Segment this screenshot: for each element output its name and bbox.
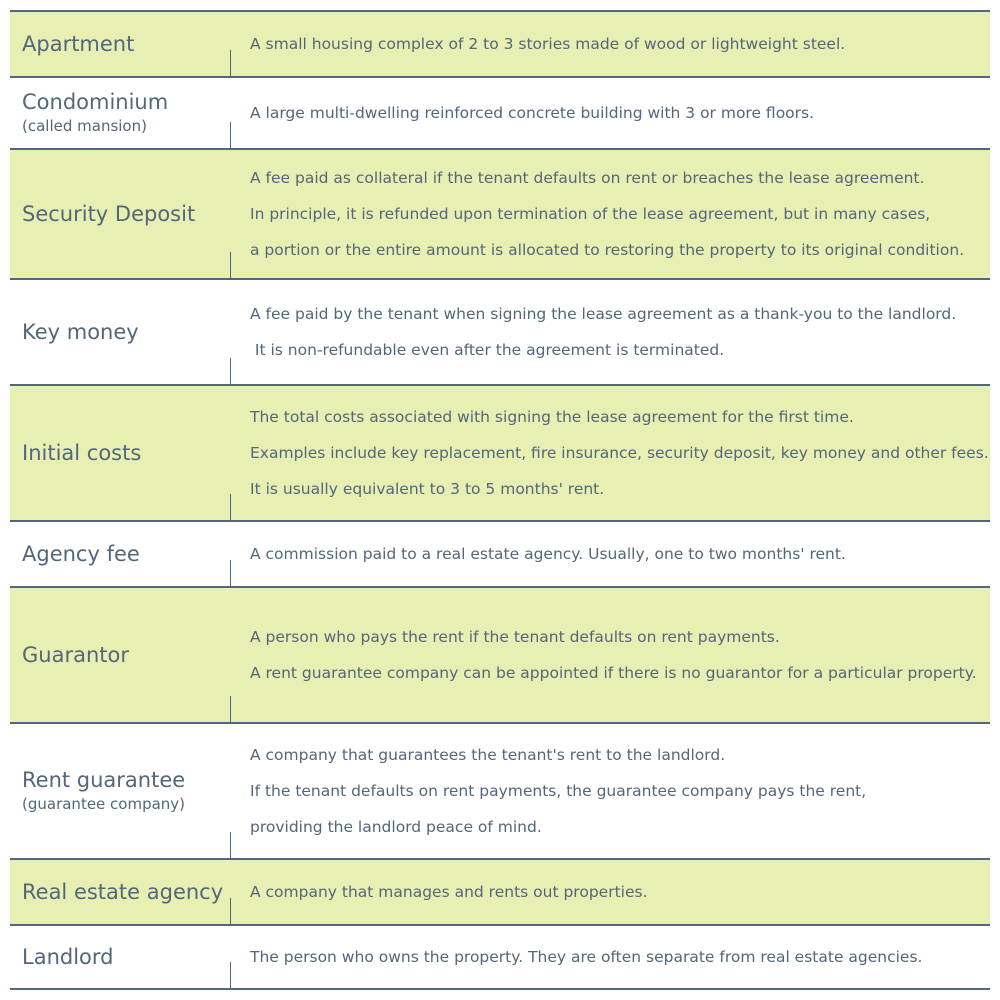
glossary-row	[10, 722, 990, 858]
column-divider	[230, 560, 231, 586]
definition-cell	[230, 939, 990, 975]
term-cell	[10, 944, 230, 970]
definition-cell	[230, 26, 990, 62]
column-divider	[230, 696, 231, 722]
definition-line: providing the landlord peace of mind.	[250, 818, 542, 836]
glossary-row	[10, 586, 990, 722]
column-divider	[230, 50, 231, 76]
definition-line: In principle, it is refunded upon termination of the lease agreement, but in many cases,	[250, 205, 931, 223]
glossary-row	[10, 858, 990, 924]
definition-line: A company that manages and rents out properties.	[250, 883, 648, 901]
term-label: Real estate agency	[22, 879, 224, 904]
term-cell	[10, 767, 230, 815]
term-cell	[10, 319, 230, 345]
term-cell	[10, 642, 230, 668]
definition-cell	[230, 399, 990, 507]
term-label: Landlord	[22, 944, 114, 969]
definition-cell	[230, 95, 990, 131]
term-label: Initial costs	[22, 440, 142, 465]
glossary-table	[10, 10, 990, 990]
column-divider	[230, 898, 231, 924]
column-divider	[230, 252, 231, 278]
definition-line: The total costs associated with signing the lease agreement for the first time.	[250, 408, 854, 426]
term-cell	[10, 541, 230, 567]
term-label: Condominium	[22, 89, 169, 114]
definition-line: A company that guarantees the tenant's rent to the landlord.	[250, 746, 726, 764]
definition-line: A fee paid as collateral if the tenant defaults on rent or breaches the lease agreement.	[250, 169, 925, 187]
glossary-row	[10, 148, 990, 278]
definition-line: It is usually equivalent to 3 to 5 months' rent.	[250, 480, 605, 498]
definition-cell	[230, 619, 990, 691]
glossary-row	[10, 76, 990, 148]
term-label: Apartment	[22, 31, 135, 56]
term-cell	[10, 879, 230, 905]
column-divider	[230, 494, 231, 520]
definition-cell	[230, 536, 990, 572]
term-label: Key money	[22, 319, 139, 344]
term-cell	[10, 201, 230, 227]
definition-line: A fee paid by the tenant when signing the lease agreement as a thank-you to the landlord.	[250, 305, 957, 323]
glossary-row	[10, 924, 990, 990]
term-label: Agency fee	[22, 541, 140, 566]
definition-line: A small housing complex of 2 to 3 stories made of wood or lightweight steel.	[250, 35, 846, 53]
definition-line: A rent guarantee company can be appointed if there is no guarantor for a particular property.	[250, 664, 977, 682]
term-label: Security Deposit	[22, 201, 196, 226]
definition-line: A large multi-dwelling reinforced concrete building with 3 or more floors.	[250, 104, 815, 122]
definition-cell	[230, 737, 990, 845]
definition-line: The person who owns the property. They are often separate from real estate agencies.	[250, 948, 923, 966]
glossary-row	[10, 10, 990, 76]
term-cell	[10, 440, 230, 466]
term-note: (called mansion)	[22, 117, 147, 136]
definition-line: If the tenant defaults on rent payments, the guarantee company pays the rent,	[250, 782, 867, 800]
definition-line: It is non-refundable even after the agreement is terminated.	[250, 341, 725, 359]
term-cell	[10, 31, 230, 57]
definition-cell	[230, 160, 990, 268]
glossary-row	[10, 520, 990, 586]
column-divider	[230, 832, 231, 858]
definition-line: a portion or the entire amount is allocated to restoring the property to its original condition.	[250, 241, 965, 259]
term-label: Rent guarantee	[22, 767, 186, 792]
definition-line: A commission paid to a real estate agency. Usually, one to two months' rent.	[250, 545, 846, 563]
glossary-row	[10, 278, 990, 384]
column-divider	[230, 962, 231, 988]
term-note: (guarantee company)	[22, 795, 186, 814]
term-label: Guarantor	[22, 642, 129, 667]
definition-cell	[230, 296, 990, 368]
column-divider	[230, 122, 231, 148]
term-cell	[10, 89, 230, 137]
definition-line: A person who pays the rent if the tenant defaults on rent payments.	[250, 628, 780, 646]
column-divider	[230, 358, 231, 384]
glossary-row	[10, 384, 990, 520]
definition-line: Examples include key replacement, fire insurance, security deposit, key money and other fees.	[250, 444, 989, 462]
definition-cell	[230, 874, 990, 910]
